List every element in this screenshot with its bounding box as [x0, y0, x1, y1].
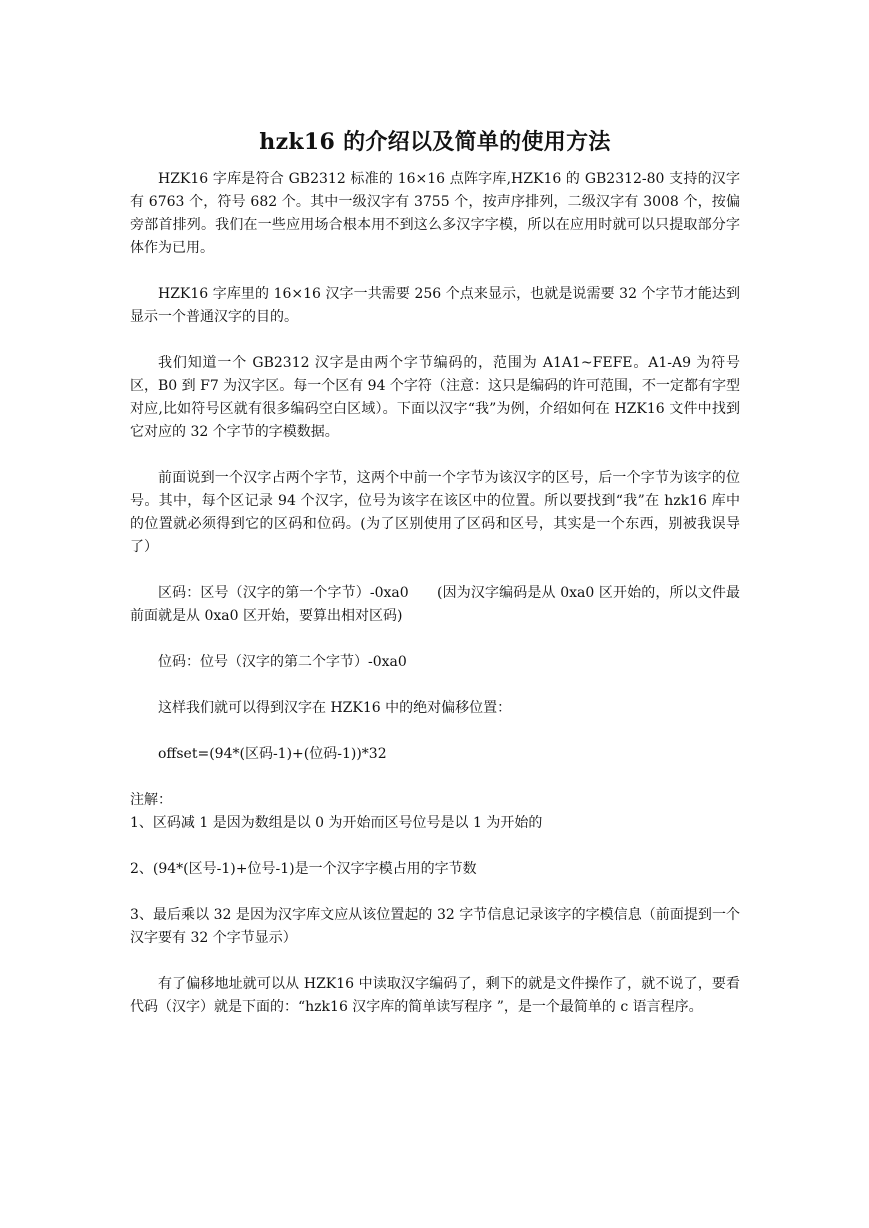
paragraph-intro: HZK16 字库是符合 GB2312 标准的 16×16 点阵字库,HZK16 的 GB2312-80 支持的汉字有 6763 个，符号 682 个。其中一级汉字有 3755 个，按声序排列，二级汉字有 3008 个，按偏旁部首排列。我们在一些应用场合根本用不到这么多汉字字模，所以在应用时就可以只提取部分字体作为已用。 [130, 171, 740, 256]
paragraph-offset-intro: 这样我们就可以得到汉字在 HZK16 中的绝对偏移位置： [158, 700, 512, 716]
note-item-2: 2、(94*(区号-1)+位号-1)是一个汉字字模占用的字节数 [130, 861, 477, 877]
note-item-3: 3、最后乘以 32 是因为汉字库文应从该位置起的 32 字节信息记录该字的字模信息（前面提到一个汉字要有 32 个字节显示） [130, 907, 740, 946]
note-item-1: 1、区码减 1 是因为数组是以 0 为开始而区号位号是以 1 为开始的 [130, 815, 543, 831]
paragraph-bytes: HZK16 字库里的 16×16 汉字一共需要 256 个点来显示，也就是说需要 32 个字节才能达到显示一个普通汉字的目的。 [130, 286, 740, 325]
paragraph-area-code: 区码：区号（汉字的第一个字节）-0xa0 (因为汉字编码是从 0xa0 区开始的，所以文件最前面就是从 0xa0 区开始，要算出相对区码) [130, 585, 740, 624]
document-page [130, 126, 740, 1019]
offset-formula: offset=(94*(区码-1)+(位码-1))*32 [158, 746, 387, 762]
note-label: 注解： [130, 792, 172, 808]
document-title: hzk16 的介绍以及简单的使用方法 [259, 129, 611, 155]
paragraph-conclusion: 有了偏移地址就可以从 HZK16 中读取汉字编码了，剩下的就是文件操作了，就不说了，要看代码（汉字）就是下面的：“hzk16 汉字库的简单读写程序 ”，是一个最简单的 c 语言程序。 [130, 976, 740, 1015]
paragraph-area-position: 前面说到一个汉字占两个字节，这两个中前一个字节为该汉字的区号，后一个字节为该字的位号。其中，每个区记录 94 个汉字，位号为该字在该区中的位置。所以要找到“我”在 hzk16 库中的位置就必须得到它的区码和位码。(为了区别使用了区码和区号，其实是一个东西，别被我误导了） [130, 470, 740, 555]
paragraph-encoding: 我们知道一个 GB2312 汉字是由两个字节编码的，范围为 A1A1~FEFE。A1-A9 为符号区，B0 到 F7 为汉字区。每一个区有 94 个字符（注意：这只是编码的许可范围，不一定都有字型对应,比如符号区就有很多编码空白区域）。下面以汉字“我”为例，介绍如何在 HZK16 文件中找到它对应的 32 个字节的字模数据。 [130, 355, 740, 440]
paragraph-position-code: 位码：位号（汉字的第二个字节）-0xa0 [158, 654, 407, 670]
